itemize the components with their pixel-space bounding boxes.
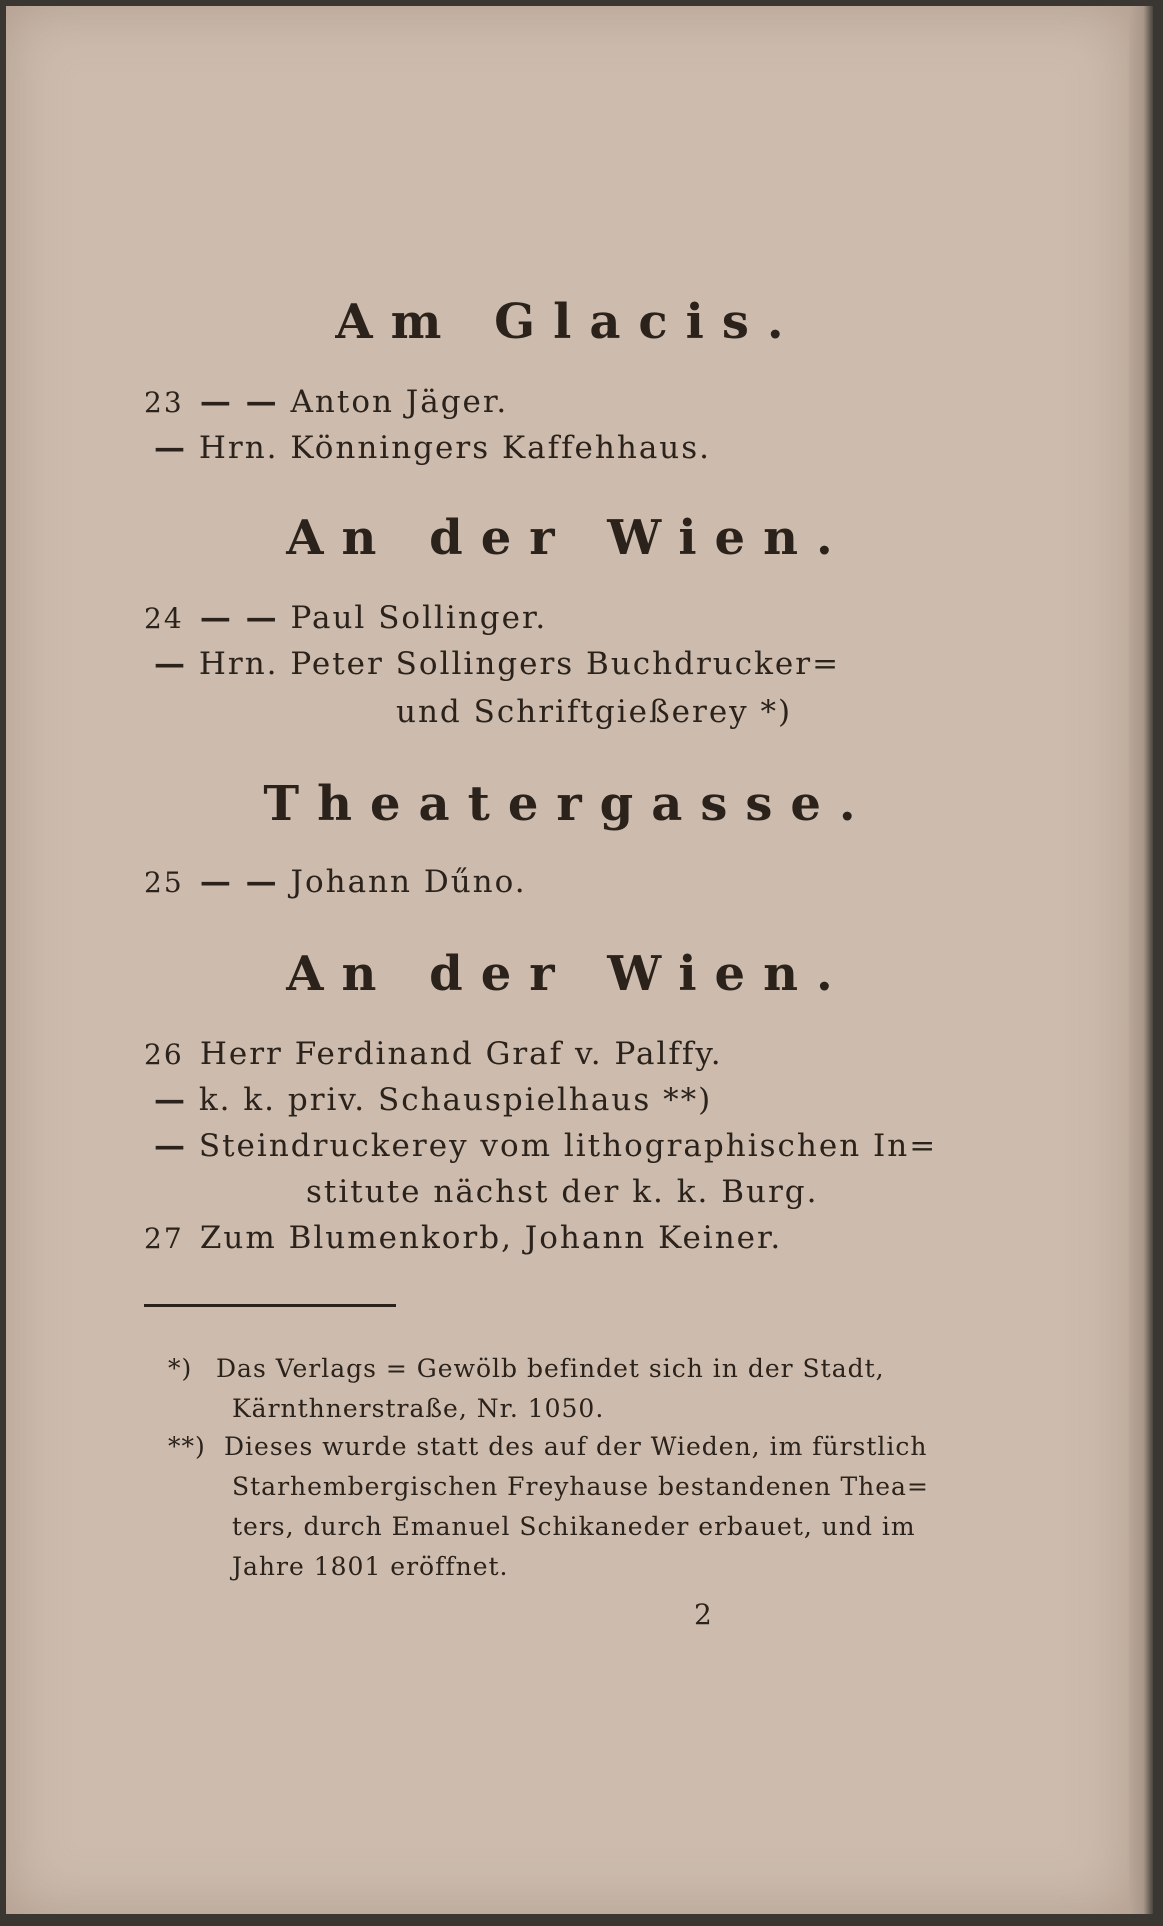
- entry-text: Herr Ferdinand Graf v. Palffy.: [199, 1036, 723, 1072]
- dash-marker: — —: [199, 600, 279, 636]
- entry-line: [154, 646, 840, 682]
- entry-line: [154, 430, 711, 466]
- entry-line: [144, 1036, 723, 1072]
- dash-marker: —: [154, 1128, 187, 1164]
- house-number: 25: [144, 866, 184, 899]
- entry-text: Hrn. Peter Sollingers Buchdrucker=: [198, 646, 841, 682]
- footnote-line: Das Verlags = Gewölb befindet sich in der Stadt,: [216, 1354, 885, 1383]
- page-edge: [1129, 6, 1153, 1914]
- section-heading-an-der-wien: An der Wien.: [286, 510, 851, 566]
- entry-text: Paul Sollinger.: [290, 600, 548, 636]
- house-number: 26: [144, 1038, 184, 1071]
- house-number: 24: [144, 602, 184, 635]
- footnote-mark: **): [168, 1432, 206, 1461]
- book-page: [6, 6, 1131, 1914]
- entry-text: k. k. priv. Schauspielhaus **): [198, 1082, 713, 1118]
- entry-text: Johann Dűno.: [290, 864, 527, 900]
- footnote-line: Jahre 1801 eröffnet.: [232, 1552, 509, 1581]
- entry-line: [144, 864, 527, 900]
- entry-text: Hrn. Könningers Kaffehhaus.: [198, 430, 712, 466]
- entry-line: [144, 384, 508, 420]
- page-number: 2: [694, 1598, 712, 1631]
- entry-text: Zum Blumenkorb, Johann Keiner.: [199, 1220, 783, 1256]
- entry-line: [306, 1174, 818, 1210]
- entry-text: Anton Jäger.: [290, 384, 509, 420]
- footnote-line: ters, durch Emanuel Schikaneder erbauet, und im: [232, 1512, 916, 1541]
- dash-marker: —: [154, 1082, 187, 1118]
- dash-marker: — —: [199, 864, 279, 900]
- section-heading-an-der-wien: An der Wien.: [286, 946, 851, 1002]
- footnote-line: Kärnthnerstraße, Nr. 1050.: [232, 1394, 605, 1423]
- dash-marker: —: [154, 646, 187, 682]
- section-heading-theatergasse: Theatergasse.: [263, 776, 874, 832]
- entry-line: [396, 694, 792, 730]
- footnote-mark: *): [168, 1354, 193, 1383]
- entry-line: [154, 1128, 937, 1164]
- entry-line: [154, 1082, 712, 1118]
- entry-text: stitute nächst der k. k. Burg.: [306, 1174, 819, 1210]
- entry-text: Steindruckerey vom lithographischen In=: [198, 1128, 938, 1164]
- entry-line: [144, 600, 547, 636]
- house-number: 23: [144, 386, 184, 419]
- section-heading-am-glacis: Am Glacis.: [335, 294, 802, 350]
- dash-marker: —: [154, 430, 187, 466]
- entry-line: [144, 1220, 782, 1256]
- footnote-rule: [144, 1304, 396, 1307]
- footnote-line: Starhembergischen Freyhause bestandenen Thea=: [232, 1472, 929, 1501]
- footnote-line: Dieses wurde statt des auf der Wieden, im fürstlich: [224, 1432, 928, 1461]
- entry-text: und Schriftgießerey *): [396, 694, 793, 730]
- house-number: 27: [144, 1222, 184, 1255]
- dash-marker: — —: [199, 384, 279, 420]
